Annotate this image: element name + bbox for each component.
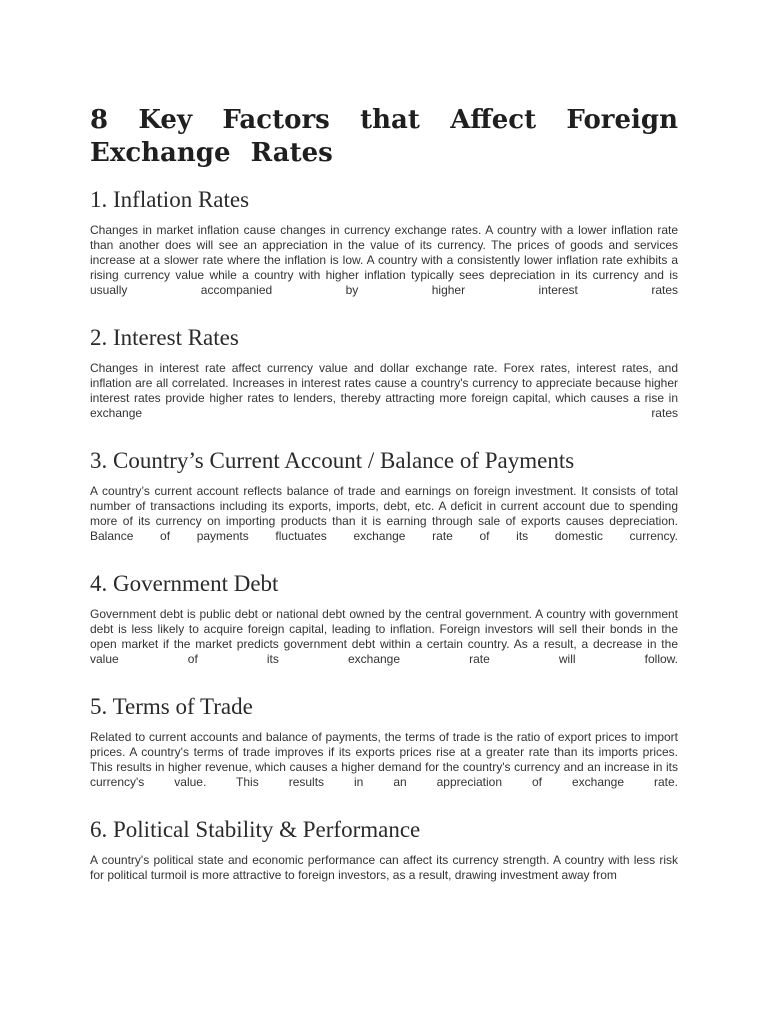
section-body: Related to current accounts and balance of payments, the terms of trade is the ratio of export prices to import prices. A country's terms of trade improves if its exports prices rise at a greater rate than its imports prices. This results in higher revenue, which causes a higher demand for the country's currency and an increase in its currency's value. This results in an appreciation of exchange rate. — [90, 730, 678, 789]
section-heading: 4. Government Debt — [90, 571, 279, 596]
section-inflation-rates — [90, 186, 678, 298]
section-current-account — [90, 447, 678, 544]
document-page — [90, 104, 678, 909]
section-body: A country's political state and economic performance can affect its currency strength. A country with less risk for political turmoil is more attractive to foreign investors, as a result, drawing investment away from — [90, 853, 678, 882]
section-body: Changes in interest rate affect currency value and dollar exchange rate. Forex rates, interest rates, and inflation are all correlated. Increases in interest rates cause a country's currency to appreciate because higher interest rates provide higher rates to lenders, thereby attracting more foreign capital, which causes a rise in exchange rates — [90, 361, 678, 420]
section-interest-rates — [90, 324, 678, 421]
section-heading: 2. Interest Rates — [90, 325, 239, 350]
section-government-debt — [90, 570, 678, 667]
document-title: 8 Key Factors that Affect Foreign Exchange Rates — [90, 105, 678, 168]
section-body: A country’s current account reflects balance of trade and earnings on foreign investment. It consists of total number of transactions including its exports, imports, debt, etc. A deficit in current account due to spending more of its currency on importing products than it is earning through sale of exports causes depreciation. Balance of payments fluctuates exchange rate of its domestic currency. — [90, 484, 678, 543]
section-heading: 3. Country’s Current Account / Balance of Payments — [90, 448, 575, 473]
section-heading: 1. Inflation Rates — [90, 187, 250, 212]
section-body: Changes in market inflation cause changes in currency exchange rates. A country with a lower inflation rate than another does will see an appreciation in the value of its currency. The prices of goods and services increase at a slower rate where the inflation is low. A country with a consistently lower inflation rate exhibits a rising currency value while a country with higher inflation typically sees depreciation in its currency and is usually accompanied by higher interest rates — [90, 223, 678, 297]
section-political-stability — [90, 816, 678, 883]
section-body: Government debt is public debt or national debt owned by the central government. A country with government debt is less likely to acquire foreign capital, leading to inflation. Foreign investors will sell their bonds in the open market if the market predicts government debt within a certain country. As a result, a decrease in the value of its exchange rate will follow. — [90, 607, 678, 666]
section-heading: 5. Terms of Trade — [90, 694, 253, 719]
section-terms-of-trade — [90, 693, 678, 790]
section-heading: 6. Political Stability & Performance — [90, 817, 421, 842]
